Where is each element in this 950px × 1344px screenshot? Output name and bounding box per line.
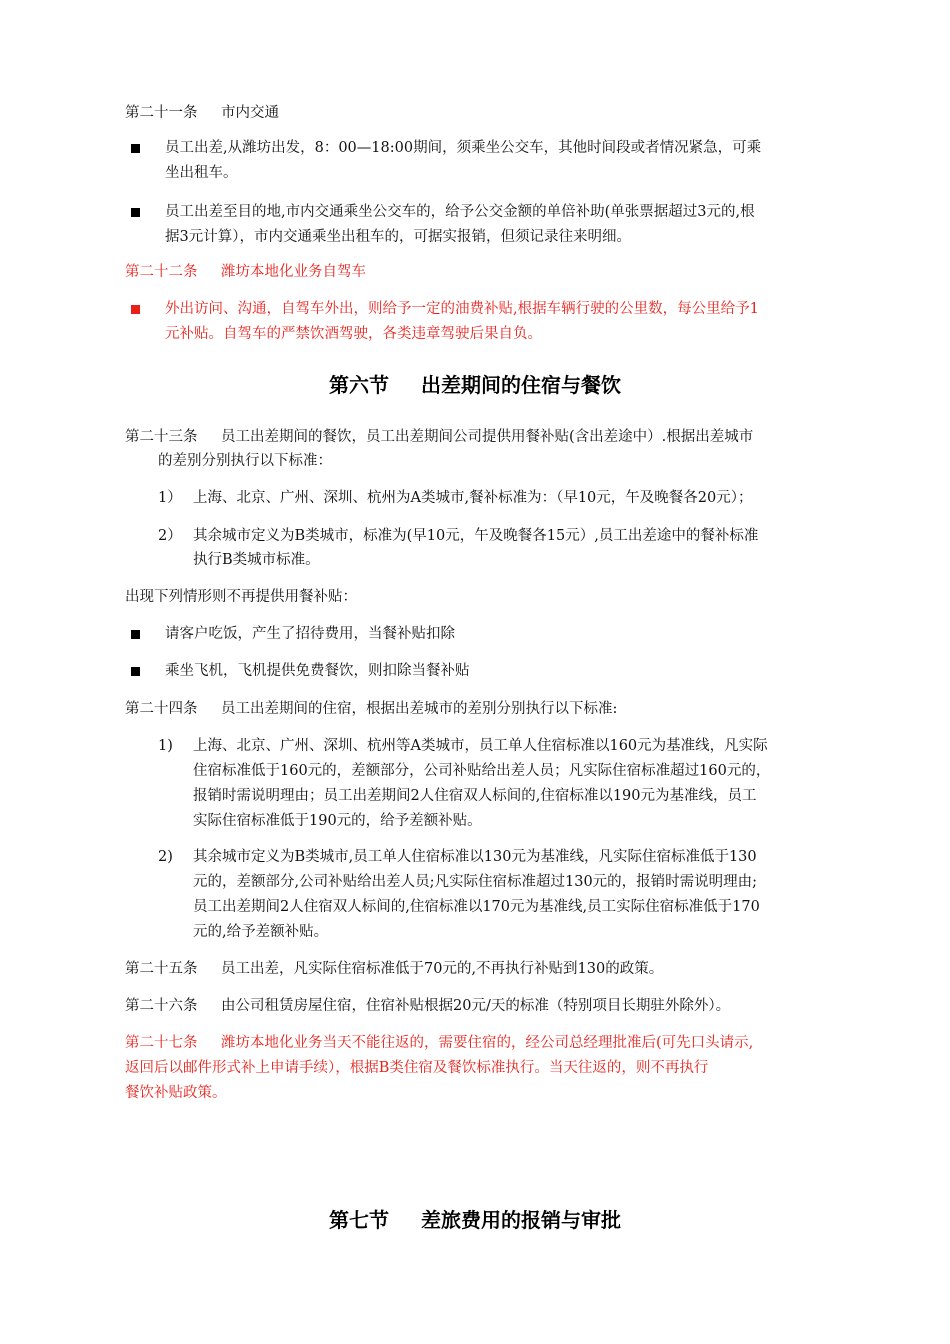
article-text: 员工出差期间的住宿，根据出差城市的差别分别执行以下标准: <box>221 701 618 717</box>
section-label: 第六节 <box>329 373 389 397</box>
article-21-item-2-line-1: 员工出差至目的地,市内交通乘坐公交车的，给予公交金额的单倍补助(单张票据超过3元的,根 <box>165 204 755 220</box>
section-title: 出差期间的住宿与餐饮 <box>421 373 621 397</box>
section-6-heading <box>0 371 950 399</box>
article-23-line-1 <box>125 425 753 450</box>
article-label: 第二十六条 <box>125 998 198 1014</box>
article-24-item-2-line-3: 员工出差期间2人住宿双人标间的,住宿标准以170元为基准线,员工实际住宿标准低于170 <box>193 899 760 915</box>
list-number: 1) <box>158 738 173 754</box>
article-title: 市内交通 <box>221 105 279 121</box>
section-7-heading <box>0 1206 950 1234</box>
article-24-item-2-line-4: 元的,给予差额补贴。 <box>193 924 329 940</box>
bullet-icon <box>131 144 140 153</box>
bullet-icon <box>131 208 140 217</box>
article-label: 第二十二条 <box>125 264 198 280</box>
article-text: 潍坊本地化业务当天不能往返的，需要住宿的，经公司总经理批准后(可先口头请示, <box>221 1035 754 1051</box>
article-24-item-1-line-4: 实际住宿标准低于190元的，给予差额补贴。 <box>193 813 482 829</box>
article-27-line-1 <box>125 1031 753 1056</box>
article-text: 员工出差，凡实际住宿标准低于70元的,不再执行补贴到130的政策。 <box>221 961 664 977</box>
article-22-item-line-2: 元补贴。自驾车的严禁饮酒驾驶，各类违章驾驶后果自负。 <box>165 326 542 342</box>
article-23-item-1-line-1: 上海、北京、广州、深圳、杭州为A类城市,餐补标准为：（早10元，午及晚餐各20元）； <box>193 490 753 506</box>
article-22-heading <box>125 260 366 285</box>
list-number: 2) <box>158 849 173 865</box>
article-24-heading <box>125 697 617 722</box>
article-22-item-line-1: 外出访问、沟通，自驾车外出，则给予一定的油费补贴,根据车辆行驶的公里数，每公里给予1 <box>165 301 759 317</box>
article-21-item-2-line-2: 据3元计算），市内交通乘坐出租车的，可据实报销，但须记录往来明细。 <box>165 229 631 245</box>
article-27-line-3: 餐饮补贴政策。 <box>125 1085 227 1101</box>
article-label: 第二十一条 <box>125 105 198 121</box>
article-24-item-1-line-2: 住宿标准低于160元的，差额部分，公司补贴给出差人员；凡实际住宿标准超过160元的， <box>193 763 771 779</box>
article-24-item-1-line-3: 报销时需说明理由；员工出差期间2人住宿双人标间的,住宿标准以190元为基准线，员工 <box>193 788 757 804</box>
article-23-item-2-line-1: 其余城市定义为B类城市，标准为(早10元，午及晚餐各15元）,员工出差途中的餐补标准 <box>193 528 759 544</box>
no-meal-item-1: 请客户吃饭，产生了招待费用，当餐补贴扣除 <box>165 626 455 642</box>
section-label: 第七节 <box>329 1208 389 1232</box>
article-26 <box>125 994 730 1019</box>
list-number: 1） <box>158 490 182 506</box>
article-21-item-1-line-1: 员工出差,从潍坊出发，8：00—18:00期间，须乘坐公交车，其他时间段或者情况紧急，可乘 <box>165 140 762 156</box>
article-21-heading <box>125 101 279 126</box>
article-24-item-2-line-1: 其余城市定义为B类城市,员工单人住宿标准以130元为基准线，凡实际住宿标准低于130 <box>193 849 757 865</box>
article-24-item-1-line-1: 上海、北京、广州、深圳、杭州等A类城市，员工单人住宿标准以160元为基准线，凡实际 <box>193 738 768 754</box>
article-24-item-2-line-2: 元的，差额部分,公司补贴给出差人员;凡实际住宿标准超过130元的，报销时需说明理由; <box>193 874 758 890</box>
article-text: 由公司租赁房屋住宿，住宿补贴根据20元/天的标准（特别项目长期驻外除外）。 <box>221 998 731 1014</box>
no-meal-item-2: 乘坐飞机，飞机提供免费餐饮，则扣除当餐补贴 <box>165 663 470 679</box>
list-number: 2） <box>158 528 182 544</box>
bullet-icon <box>131 667 140 676</box>
article-text: 员工出差期间的餐饮，员工出差期间公司提供用餐补贴(含出差途中）.根据出差城市 <box>221 429 754 445</box>
article-21-item-1-line-2: 坐出租车。 <box>165 165 238 181</box>
section-title: 差旅费用的报销与审批 <box>421 1208 621 1232</box>
article-25 <box>125 957 663 982</box>
article-23-line-2: 的差别分别执行以下标准： <box>158 453 332 469</box>
bullet-icon <box>131 305 140 314</box>
article-23-item-2-line-2: 执行B类城市标准。 <box>193 552 320 568</box>
article-27-line-2: 返回后以邮件形式补上申请手续），根据B类住宿及餐饮标准执行。当天往返的，则不再执行 <box>125 1060 709 1076</box>
article-label: 第二十五条 <box>125 961 198 977</box>
bullet-icon <box>131 630 140 639</box>
article-label: 第二十三条 <box>125 429 198 445</box>
article-label: 第二十四条 <box>125 701 198 717</box>
article-title: 潍坊本地化业务自驾车 <box>221 264 366 280</box>
article-label: 第二十七条 <box>125 1035 198 1051</box>
no-meal-intro: 出现下列情形则不再提供用餐补贴： <box>125 589 357 605</box>
